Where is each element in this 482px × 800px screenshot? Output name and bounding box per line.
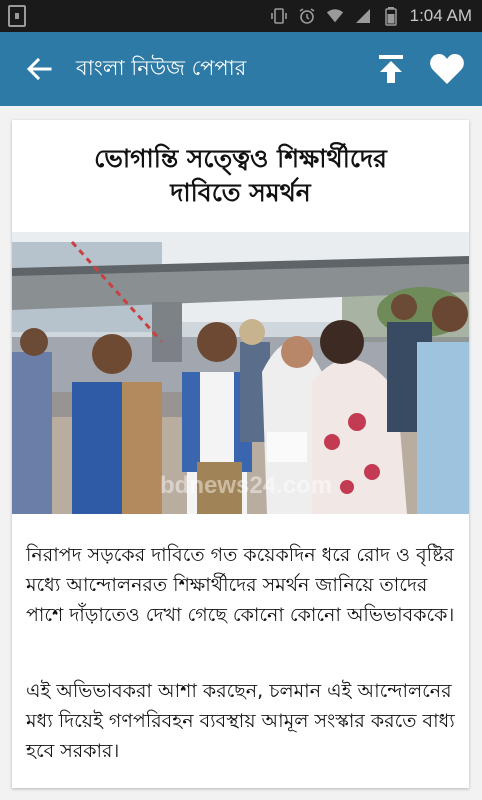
scroll-top-icon[interactable]	[372, 50, 410, 88]
article-paragraph-1: নিরাপদ সড়কের দাবিতে গত কয়েকদিন ধরে রোদ ও বৃষ্টির মধ্যে আন্দোলনরত শিক্ষার্থীদের সমর্থন জানিয়ে তাদের পাশে দাঁড়াতেও দেখা গেছে কোনো কোনো অভিভাবককে।	[26, 544, 455, 626]
toolbar-title: বাংলা নিউজ পেপার	[76, 56, 247, 80]
article-card	[12, 120, 469, 788]
image-watermark: bdnews24.com	[160, 472, 333, 499]
vibrate-icon	[270, 7, 288, 25]
alarm-icon	[298, 7, 316, 25]
heart-icon[interactable]	[428, 50, 466, 88]
back-arrow-icon[interactable]	[22, 52, 56, 86]
status-icons	[270, 0, 472, 32]
status-bar	[0, 0, 482, 32]
wifi-icon	[326, 7, 344, 25]
article-headline	[32, 142, 449, 210]
app-toolbar	[0, 32, 482, 106]
signal-icon	[354, 7, 372, 25]
headline-line-2: দাবিতে সমর্থন	[170, 178, 311, 207]
article-paragraph-2: এই অভিভাবকরা আশা করছেন, চলমান এই আন্দোলনের মধ্য দিয়েই গণপরিবহন ব্যবস্থায় আমূল সংস্কার করতে বাধ্য হবে সরকার।	[26, 680, 455, 762]
battery-icon	[382, 7, 400, 25]
article-image[interactable]	[12, 232, 469, 514]
headline-line-1: ভোগান্তি সত্ত্বেও শিক্ষার্থীদের	[94, 144, 387, 173]
status-time: 1:04 AM	[409, 6, 472, 25]
notification-icon	[8, 5, 26, 27]
